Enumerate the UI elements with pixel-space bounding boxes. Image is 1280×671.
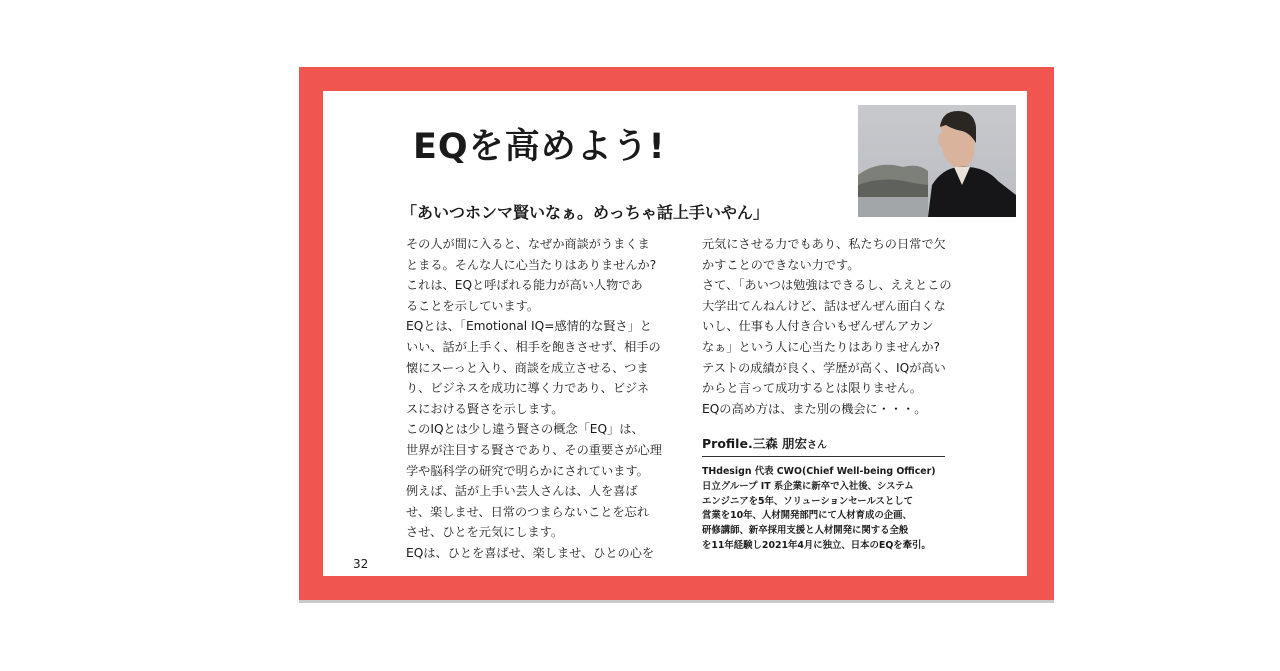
profile-heading-suffix: さん (807, 440, 828, 451)
article-title: EQを高めよう! (413, 127, 666, 167)
profile-text (702, 465, 936, 554)
body-line: スにおける賢さを示します。 (406, 401, 564, 416)
body-line: このIQとは少し違う賢さの概念「EQ」は、 (406, 422, 644, 437)
profile-line: 日立グループ IT 系企業に新卒で入社後、システム (702, 480, 914, 492)
body-line: いし、仕事も人付き合いもぜんぜんアカン (702, 319, 934, 334)
body-line: EQとは、「Emotional IQ=感情的な賢さ」と (406, 319, 652, 334)
page-number: 32 (353, 557, 369, 571)
body-line: なぁ」という人に心当たりはありませんか? (702, 339, 941, 354)
body-line: 学や脳科学の研究で明らかにされています。 (406, 463, 649, 478)
author-photo (858, 105, 1016, 217)
body-line: EQは、ひとを喜ばせ、楽しませ、ひとの心を (406, 545, 655, 560)
body-line: かすことのできない力です。 (702, 257, 860, 272)
profile-heading (702, 434, 827, 452)
body-line: 大学出てんねんけど、話はぜんぜん面白くな (702, 298, 946, 313)
body-line: させ、ひとを元気にします。 (406, 525, 564, 540)
body-line: 元気にさせる力でもあり、私たちの日常で欠 (702, 237, 946, 251)
body-column-2 (702, 234, 952, 419)
body-line: さて、「あいつは勉強はできるし、ええとこの (702, 278, 952, 293)
profile-heading-name: Profile.三森 朋宏 (702, 436, 808, 451)
body-line: 例えば、話が上手い芸人さんは、人を喜ば (406, 484, 638, 499)
profile-line: エンジニアを5年、ソリューションセールスとして (702, 495, 914, 507)
body-line: り、ビジネスを成功に導く力であり、ビジネ (406, 381, 650, 396)
profile-divider (702, 456, 945, 457)
page-content (323, 91, 1027, 576)
body-column-1 (406, 234, 662, 564)
body-line: これは、EQと呼ばれる能力が高い人物であ (406, 278, 643, 293)
body-line: 世界が注目する賢さであり、その重要さが心理 (406, 442, 662, 457)
magazine-page (299, 67, 1054, 600)
body-line: EQの高め方は、また別の機会に・・・。 (702, 401, 927, 416)
page-shadow (299, 600, 1054, 603)
body-line: 懐にスーっと入り、商談を成立させる、つま (406, 360, 649, 375)
profile-line: THdesign 代表 CWO(Chief Well-being Officer) (702, 466, 936, 477)
profile-line: 営業を10年、人材開発部門にて人材育成の企画、 (702, 510, 912, 522)
body-line: テストの成績が良く、学歴が高く、IQが高い (702, 360, 946, 375)
profile-line: 研修講師、新卒採用支援と人材開発に関する全般 (702, 525, 909, 537)
body-line: その人が間に入ると、なぜか商談がうまくま (406, 237, 650, 251)
body-line: とまる。そんな人に心当たりはありませんか? (406, 257, 657, 272)
author-photo-image (858, 105, 1016, 217)
body-line: いい、話が上手く、相手を飽きさせず、相手の (406, 339, 661, 354)
body-line: せ、楽しませ、日常のつまらないことを忘れ (406, 504, 650, 519)
body-line: からと言って成功するとは限りません。 (702, 381, 923, 396)
article-subtitle: 「あいつホンマ賢いなぁ。めっちゃ話上手いやん」 (401, 203, 769, 222)
body-line: ることを示しています。 (406, 298, 540, 313)
profile-line: を11年経験し2021年4月に独立、日本のEQを牽引。 (702, 539, 931, 551)
